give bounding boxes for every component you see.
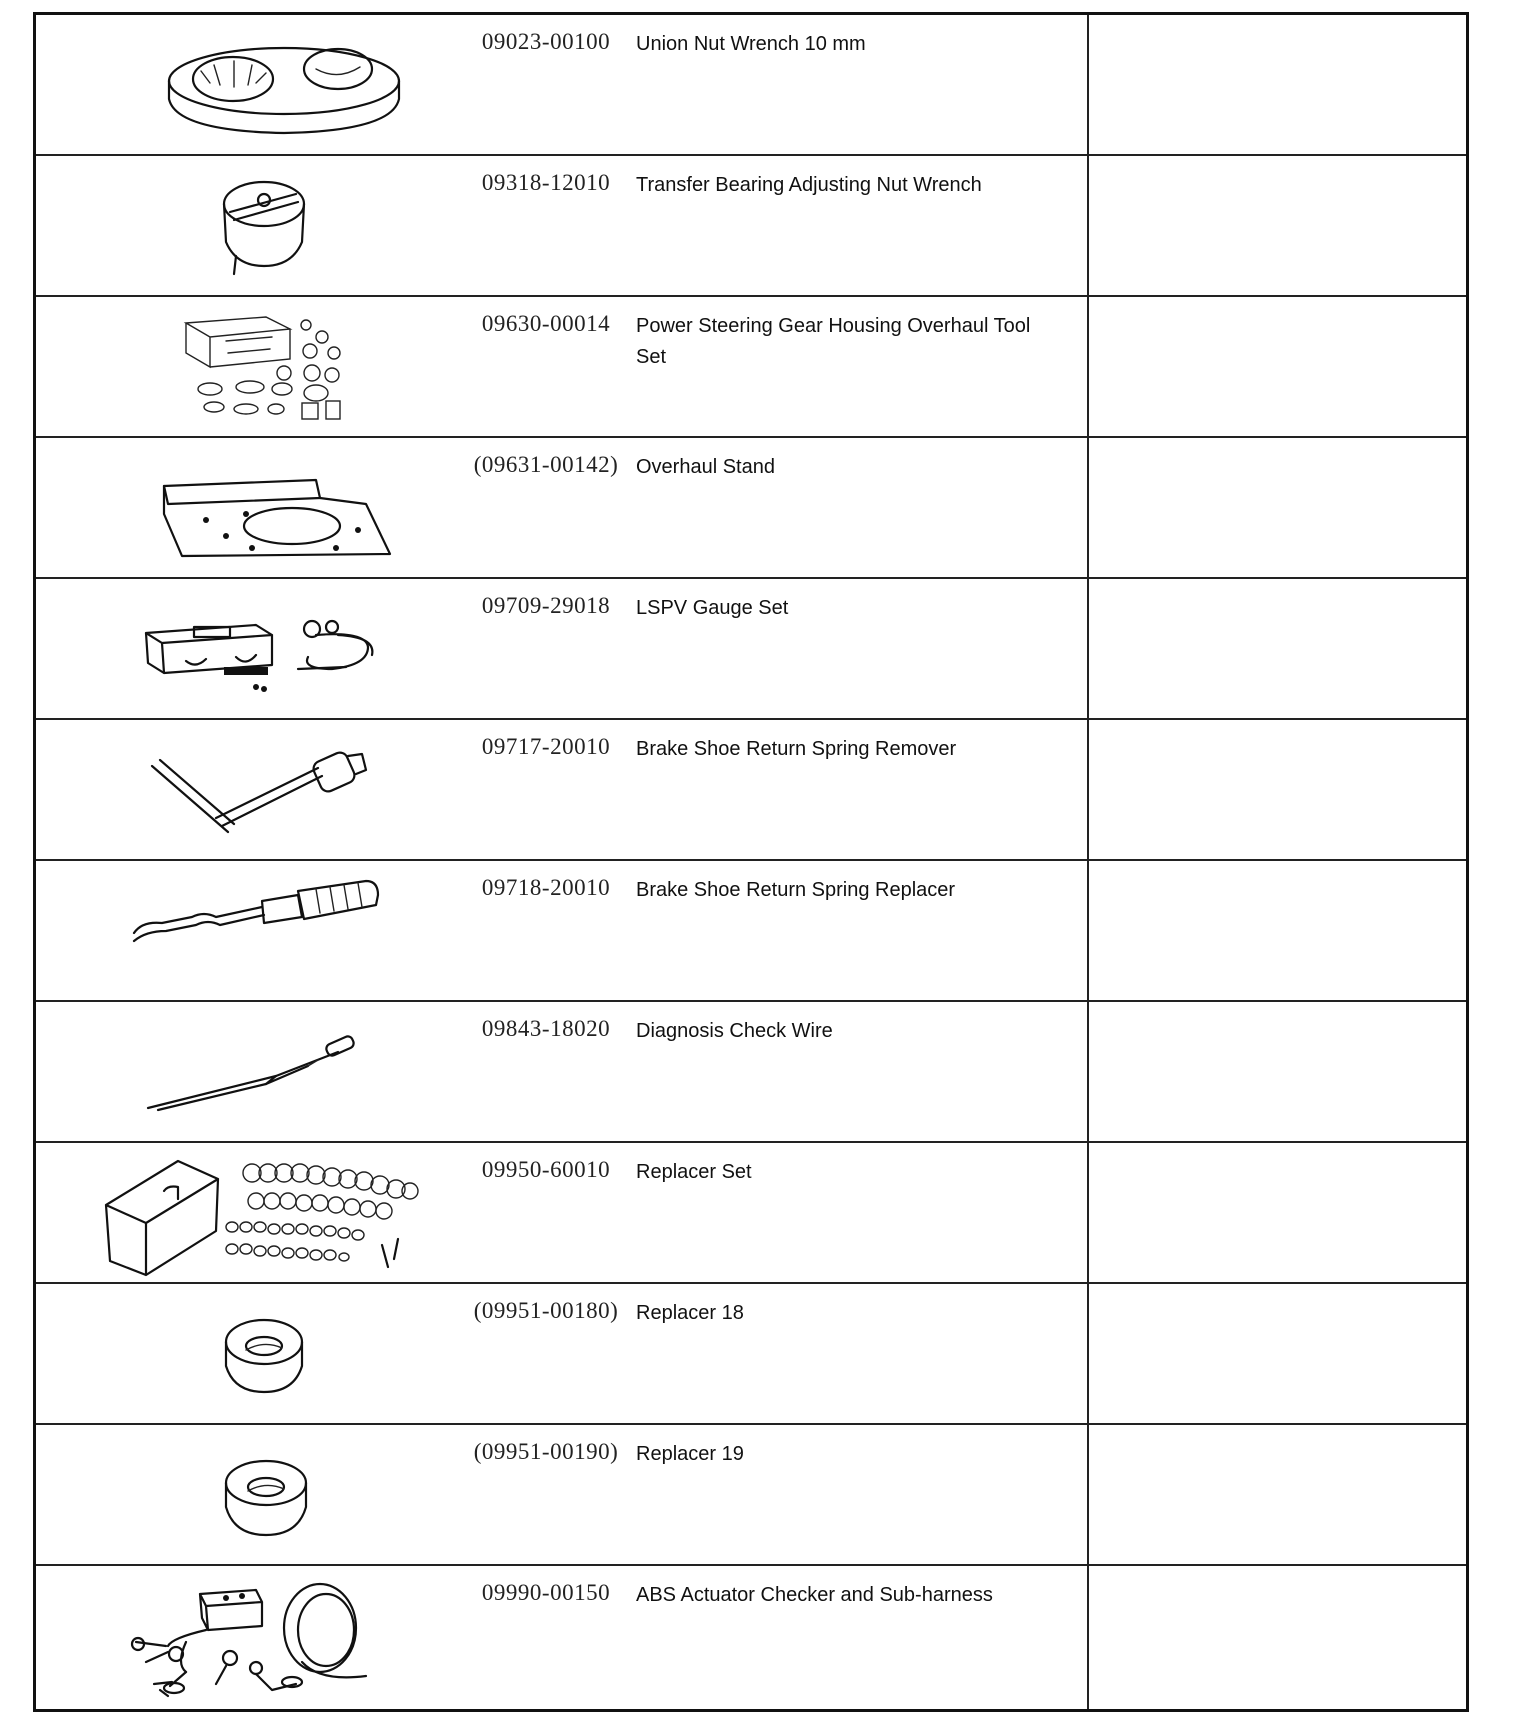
table-row [36, 438, 1466, 579]
part-number: (09951-00180) [473, 1298, 619, 1323]
table-row [36, 1002, 1466, 1143]
part-number: (09631-00142) [473, 452, 619, 477]
table-row [36, 1143, 1466, 1284]
part-number: 09843-18020 [481, 1016, 611, 1041]
tool-table [33, 12, 1469, 1712]
union-nut-wrench-icon [76, 21, 436, 149]
part-number: (09951-00190) [473, 1439, 619, 1464]
tool-name: Transfer Bearing Adjusting Nut Wrench [636, 174, 982, 196]
table-row [36, 15, 1466, 156]
table-row [36, 1566, 1466, 1707]
part-number: 09950-60010 [481, 1157, 611, 1182]
tool-name: LSPV Gauge Set [636, 597, 789, 619]
tool-name: Overhaul Stand [636, 456, 775, 478]
part-number: 09318-12010 [481, 170, 611, 195]
tool-name: Union Nut Wrench 10 mm [636, 33, 866, 55]
tool-name: Brake Shoe Return Spring Replacer [636, 879, 956, 901]
tool-name: Power Steering Gear Housing Overhaul Tool Set [636, 315, 1031, 368]
spring-replacer-icon [76, 867, 436, 995]
part-number: 09630-00014 [481, 311, 611, 336]
part-number: 09023-00100 [481, 29, 611, 54]
table-row [36, 156, 1466, 297]
tool-set-icon [76, 303, 436, 431]
replacer-ring-icon [76, 1290, 436, 1418]
part-number: 09718-20010 [481, 875, 611, 900]
adjusting-nut-wrench-icon [76, 162, 436, 290]
part-number: 09990-00150 [481, 1580, 611, 1605]
table-row [36, 1425, 1466, 1566]
table-row [36, 720, 1466, 861]
replacer-set-icon [76, 1149, 436, 1277]
part-number: 09709-29018 [481, 593, 611, 618]
check-wire-icon [76, 1008, 436, 1136]
table-row [36, 297, 1466, 438]
tool-name: Replacer 18 [636, 1302, 744, 1324]
tool-name: Diagnosis Check Wire [636, 1020, 833, 1042]
spring-remover-icon [76, 726, 436, 854]
table-row [36, 1284, 1466, 1425]
replacer-ring-icon [76, 1431, 436, 1559]
overhaul-stand-icon [76, 444, 436, 572]
gauge-set-icon [76, 585, 436, 713]
table-row [36, 861, 1466, 1002]
actuator-checker-icon [76, 1572, 436, 1700]
part-number: 09717-20010 [481, 734, 611, 759]
tool-name: Replacer Set [636, 1161, 752, 1183]
tool-name: Replacer 19 [636, 1443, 744, 1465]
tool-name: ABS Actuator Checker and Sub-harness [636, 1584, 993, 1606]
table-row [36, 579, 1466, 720]
tool-name: Brake Shoe Return Spring Remover [636, 738, 957, 760]
